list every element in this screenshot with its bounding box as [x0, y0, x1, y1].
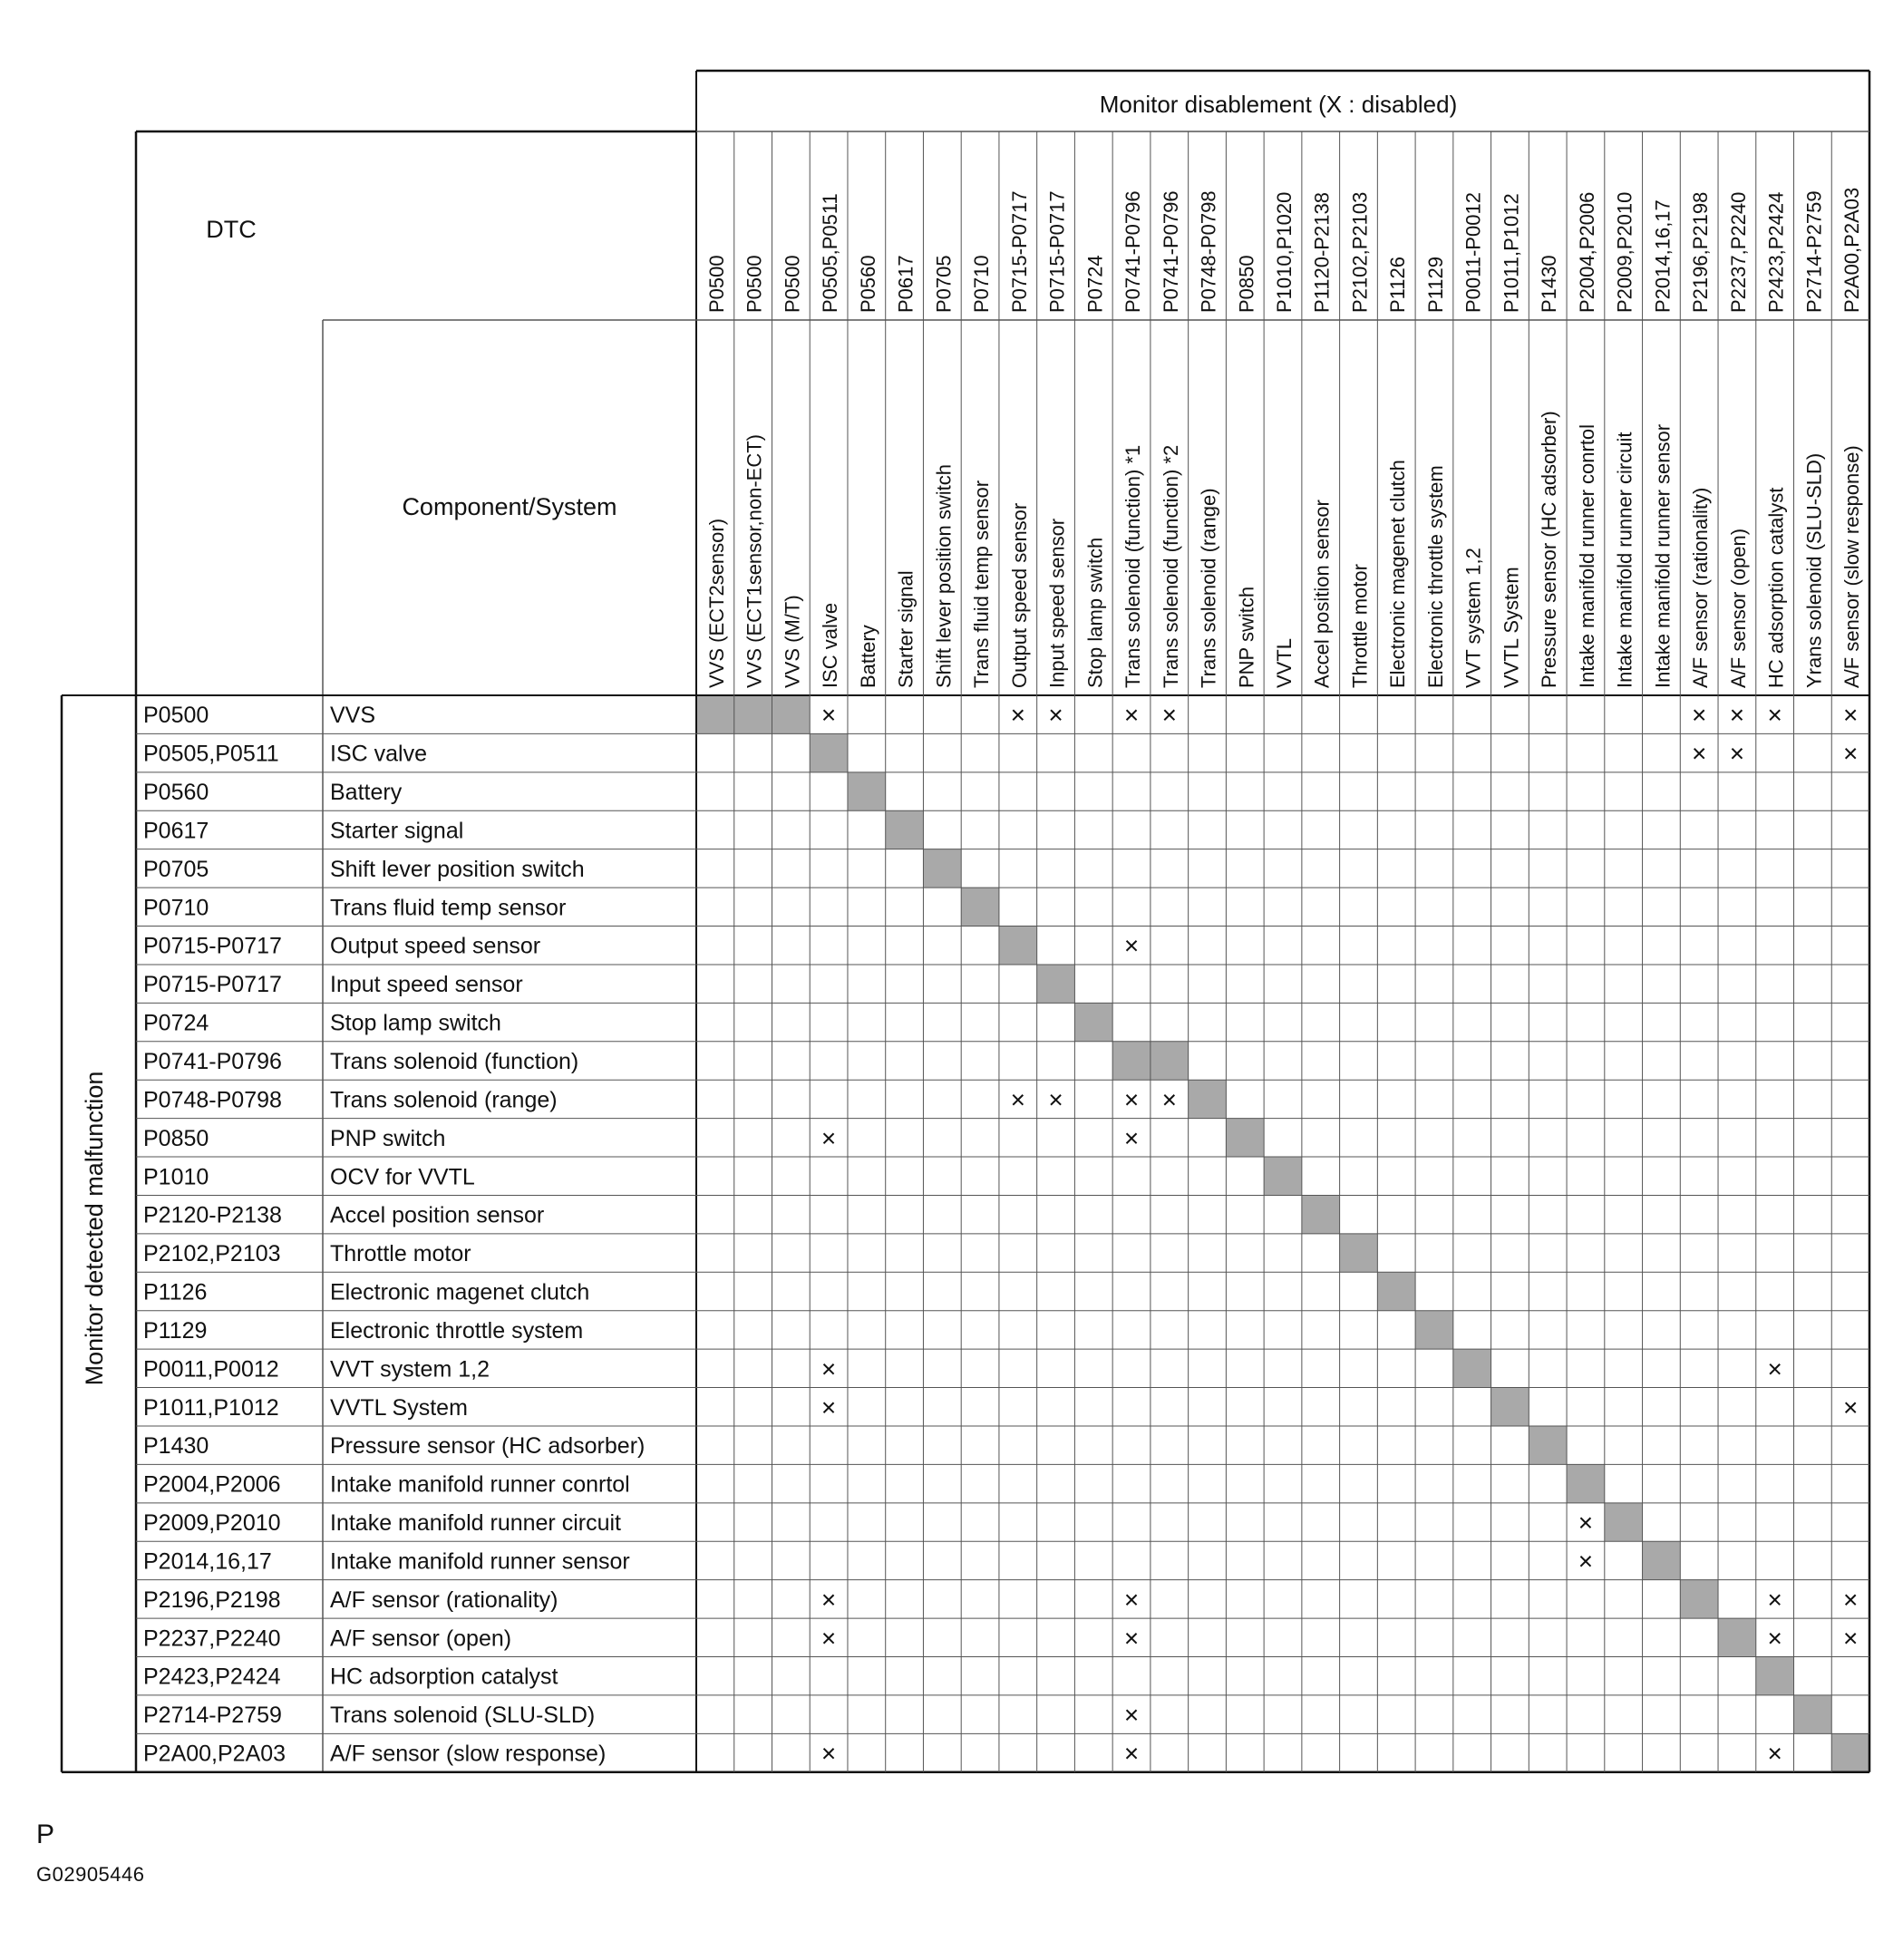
column-component-label: Output speed sensor	[1007, 502, 1031, 688]
disabled-mark: ×	[820, 1739, 837, 1768]
row-dtc: P1126	[143, 1279, 208, 1305]
table-row	[143, 1049, 578, 1074]
shaded-cell	[1718, 1618, 1756, 1656]
column-component-label: A/F sensor (slow response)	[1840, 445, 1864, 688]
shaded-cell	[1151, 1042, 1189, 1080]
table-row	[143, 740, 1858, 768]
column-dtc-label: P0617	[894, 255, 918, 313]
column-dtc-label: P1011,P1012	[1500, 193, 1523, 313]
shaded-cell	[1680, 1580, 1718, 1618]
row-dtc: P0748-P0798	[143, 1087, 282, 1113]
row-dtc: P2004,P2006	[143, 1471, 281, 1498]
column-dtc-label: P2009,P2010	[1613, 191, 1636, 313]
row-dtc: P1129	[143, 1317, 208, 1344]
row-dtc: P0011,P0012	[143, 1356, 279, 1383]
disabled-mark: ×	[1161, 1085, 1177, 1114]
column-dtc-label: P2423,P2424	[1764, 191, 1788, 313]
shaded-cell	[1605, 1503, 1643, 1541]
row-dtc: P0705	[143, 856, 209, 882]
column-dtc-label: P0500	[781, 255, 804, 313]
table-row	[143, 1664, 558, 1690]
row-component: Battery	[330, 780, 403, 806]
row-dtc: P0500	[143, 703, 209, 729]
shaded-cell	[1491, 1388, 1529, 1426]
row-component: A/F sensor (rationality)	[330, 1586, 558, 1613]
column-dtc-label: P1126	[1386, 257, 1410, 313]
disabled-mark: ×	[1123, 931, 1140, 960]
row-dtc: P0617	[143, 818, 209, 844]
row-component: Intake manifold runner sensor	[330, 1548, 630, 1575]
column-component-label: Input speed sensor	[1045, 518, 1069, 688]
disabled-mark: ×	[1578, 1547, 1594, 1576]
column-component-label: Intake manifold runner sensor	[1651, 423, 1675, 688]
row-dtc: P2009,P2010	[143, 1510, 281, 1537]
disabled-mark: ×	[1048, 1085, 1063, 1114]
row-dtc: P1011,P1012	[143, 1394, 279, 1421]
column-dtc-label: P0011-P0012	[1461, 192, 1485, 313]
table-row	[143, 1624, 1858, 1652]
row-component: Intake manifold runner circuit	[330, 1510, 621, 1537]
disabled-mark: ×	[1010, 701, 1025, 730]
disabled-mark: ×	[1123, 1624, 1140, 1653]
column-dtc-label: P1430	[1538, 255, 1561, 313]
shaded-cell	[810, 733, 848, 771]
row-component: Trans solenoid (SLU-SLD)	[330, 1703, 596, 1729]
disabled-mark: ×	[1691, 739, 1707, 768]
shaded-cell	[999, 927, 1037, 965]
shaded-cell	[1529, 1426, 1567, 1464]
dtc-header-label: DTC	[206, 216, 257, 243]
column-dtc-label: P1120-P2138	[1310, 192, 1334, 313]
column-dtc-label: P2102,P2103	[1348, 191, 1372, 313]
column-component-label: A/F sensor (open)	[1726, 528, 1750, 688]
disabled-mark: ×	[1729, 701, 1745, 730]
column-dtc-label: P2A00,P2A03	[1840, 187, 1864, 313]
row-dtc: P0741-P0796	[143, 1048, 282, 1074]
table-row	[143, 780, 403, 805]
column-component-label: Trans solenoid (function) *1	[1121, 444, 1145, 688]
table-row	[143, 895, 566, 920]
disabled-mark: ×	[1161, 701, 1177, 730]
row-component: Trans solenoid (function)	[330, 1048, 579, 1074]
shaded-cell	[1074, 1003, 1112, 1041]
component-header-label: Component/System	[402, 493, 617, 520]
table-row	[143, 701, 1858, 729]
column-component-label: VVS (M/T)	[781, 595, 804, 688]
column-dtc-label: P2237,P2240	[1726, 191, 1750, 313]
table-row	[143, 1472, 630, 1498]
row-dtc: P0724	[143, 1010, 209, 1036]
footer-code: G02905446	[36, 1863, 145, 1886]
disabled-mark: ×	[1123, 1123, 1140, 1152]
shaded-cell	[1226, 1119, 1264, 1157]
row-dtc: P1010	[143, 1164, 209, 1190]
row-component: Pressure sensor (HC adsorber)	[330, 1433, 646, 1460]
shaded-cell	[1756, 1657, 1794, 1695]
table-row	[143, 1393, 1858, 1421]
row-component: ISC valve	[330, 741, 427, 767]
row-component: Intake manifold runner conrtol	[330, 1471, 630, 1498]
row-dtc: P2014,16,17	[143, 1548, 272, 1575]
column-dtc-label: P2014,16,17	[1651, 199, 1675, 313]
column-component-label: Yrans solenoid (SLU-SLD)	[1802, 452, 1826, 688]
disabled-mark: ×	[1842, 1624, 1859, 1653]
table-rows	[143, 701, 1858, 1767]
column-component-label: Stop lamp switch	[1083, 537, 1107, 688]
shaded-cell	[1112, 1042, 1151, 1080]
shaded-cell	[696, 695, 734, 733]
table-row	[143, 1164, 475, 1189]
row-component: A/F sensor (open)	[330, 1625, 512, 1652]
table-row	[143, 1547, 1593, 1575]
column-dtc-label: P0560	[856, 255, 879, 313]
column-dtc-label: P2714-P2759	[1802, 190, 1826, 313]
disabled-mark: ×	[1767, 1739, 1782, 1768]
table-row	[143, 818, 463, 843]
column-dtc-label: P0741-P0796	[1121, 190, 1145, 313]
column-component-label: VVS (ECT2sensor)	[704, 518, 728, 688]
table-row	[143, 1701, 1139, 1729]
shaded-cell	[1453, 1349, 1491, 1387]
shaded-cell	[848, 772, 886, 810]
column-dtc-label: P0715-P0717	[1045, 190, 1069, 313]
table-row	[143, 1203, 544, 1228]
column-component-label: VVS (ECT1sensor,non-ECT)	[743, 434, 766, 688]
disabled-mark: ×	[820, 1123, 837, 1152]
column-headers	[705, 188, 1863, 688]
column-component-label: Throttle motor	[1348, 564, 1372, 688]
column-dtc-label: P0505,P0511	[819, 193, 842, 313]
column-component-label: Trans fluid temp sensor	[970, 480, 994, 688]
disabled-mark: ×	[1729, 739, 1745, 768]
disabled-mark: ×	[1691, 701, 1707, 730]
table-row	[143, 1433, 645, 1459]
column-dtc-label: P0710	[970, 255, 994, 313]
column-dtc-label: P0724	[1083, 255, 1107, 313]
disabled-mark: ×	[1123, 1585, 1140, 1614]
side-label: Monitor detected malfunction	[81, 1071, 108, 1386]
disabled-mark: ×	[820, 1354, 837, 1383]
disabled-mark: ×	[1842, 1392, 1859, 1421]
row-component: HC adsorption catalyst	[330, 1664, 558, 1690]
shaded-cell	[886, 810, 924, 849]
disabled-mark: ×	[1123, 701, 1140, 730]
table-row	[143, 1280, 589, 1305]
row-component: Starter signal	[330, 818, 464, 844]
column-component-label: Trans solenoid (range)	[1197, 488, 1220, 688]
column-component-label: Accel position sensor	[1310, 500, 1334, 688]
row-component: Trans fluid temp sensor	[330, 895, 567, 921]
disabled-mark: ×	[820, 1392, 837, 1421]
disabled-mark: ×	[1767, 701, 1782, 730]
shaded-cell	[961, 888, 999, 926]
table-row	[143, 1124, 1139, 1152]
shaded-cell	[1264, 1157, 1302, 1195]
row-dtc: P2714-P2759	[143, 1703, 282, 1729]
table-row	[143, 1241, 471, 1266]
disabled-mark: ×	[1842, 701, 1859, 730]
row-component: Trans solenoid (range)	[330, 1087, 558, 1113]
table-row	[143, 1586, 1858, 1614]
row-component: OCV for VVTL	[330, 1164, 475, 1190]
column-dtc-label: P0748-P0798	[1197, 190, 1220, 313]
row-dtc: P2120-P2138	[143, 1202, 282, 1228]
disabled-mark: ×	[1842, 1585, 1859, 1614]
column-component-label: Electronic throttle system	[1423, 465, 1447, 688]
column-dtc-label: P2004,P2006	[1575, 191, 1598, 313]
disabled-mark: ×	[1010, 1085, 1025, 1114]
column-component-label: Trans solenoid (function) *2	[1159, 444, 1182, 688]
column-dtc-label: P1129	[1423, 257, 1447, 313]
shaded-cell	[1415, 1311, 1453, 1349]
row-dtc: P2237,P2240	[143, 1625, 281, 1652]
shaded-cell	[734, 695, 772, 733]
header-title: Monitor disablement (X : disabled)	[1099, 91, 1458, 118]
column-component-label: Battery	[856, 625, 879, 688]
row-component: Electronic throttle system	[330, 1317, 584, 1344]
row-dtc: P0560	[143, 780, 209, 806]
disabled-mark: ×	[1123, 1739, 1140, 1768]
shaded-cell	[1189, 1080, 1227, 1118]
row-component: Input speed sensor	[330, 972, 523, 998]
shaded-cell	[1302, 1195, 1340, 1233]
row-component: Output speed sensor	[330, 933, 541, 959]
column-component-label: VVT system 1,2	[1461, 548, 1485, 688]
row-component: A/F sensor (slow response)	[330, 1741, 607, 1767]
shaded-cell	[1340, 1234, 1378, 1272]
column-dtc-label: P0500	[743, 255, 766, 313]
shaded-cell	[772, 695, 810, 733]
disabled-mark: ×	[1842, 739, 1859, 768]
column-dtc-label: P0741-P0796	[1159, 190, 1182, 313]
column-dtc-label: P2196,P2198	[1689, 191, 1713, 313]
column-component-label: ISC valve	[819, 602, 842, 688]
column-component-label: HC adsorption catalyst	[1764, 487, 1788, 688]
disabled-mark: ×	[1123, 1701, 1140, 1730]
disabled-mark: ×	[1767, 1585, 1782, 1614]
table-row	[143, 1354, 1782, 1383]
column-component-label: Intake manifold runner circuit	[1613, 432, 1636, 688]
shaded-cell	[1831, 1733, 1869, 1771]
disabled-mark: ×	[1767, 1354, 1782, 1383]
row-component: Shift lever position switch	[330, 856, 585, 882]
disabled-mark: ×	[1048, 701, 1063, 730]
column-component-label: Shift lever position switch	[932, 464, 956, 688]
shaded-cell	[1377, 1272, 1415, 1310]
column-component-label: Pressure sensor (HC adsorber)	[1538, 411, 1561, 688]
shaded-cell	[923, 849, 961, 888]
disabled-mark: ×	[820, 1624, 837, 1653]
column-component-label: A/F sensor (rationality)	[1689, 487, 1713, 688]
table-row	[143, 857, 585, 882]
row-component: Accel position sensor	[330, 1202, 545, 1228]
shaded-cell	[1567, 1464, 1605, 1502]
column-component-label: Electronic magenet clutch	[1386, 460, 1410, 688]
shaded-cell	[1037, 965, 1075, 1003]
table-row	[143, 932, 1139, 960]
column-component-label: Intake manifold runner conrtol	[1575, 423, 1598, 688]
row-dtc: P2102,P2103	[143, 1241, 281, 1267]
column-dtc-label: P0500	[704, 255, 728, 313]
disabled-mark: ×	[1578, 1509, 1594, 1538]
row-component: VVT system 1,2	[330, 1356, 490, 1383]
column-dtc-label: P1010,P1020	[1273, 191, 1296, 313]
row-dtc: P0505,P0511	[143, 741, 279, 767]
row-dtc: P0715-P0717	[143, 933, 282, 959]
column-component-label: Starter signal	[894, 570, 918, 688]
row-dtc: P0715-P0717	[143, 972, 282, 998]
row-component: PNP switch	[330, 1125, 446, 1151]
row-component: VVTL System	[330, 1394, 468, 1421]
column-component-label: VVTL	[1273, 637, 1296, 688]
table-row	[143, 1740, 1782, 1768]
disabled-mark: ×	[820, 701, 837, 730]
disabled-mark: ×	[820, 1585, 837, 1614]
row-component: Throttle motor	[330, 1241, 471, 1267]
shaded-cell	[1794, 1695, 1832, 1733]
row-dtc: P0710	[143, 895, 209, 921]
table-row	[143, 1318, 583, 1344]
column-dtc-label: P0715-P0717	[1007, 190, 1031, 313]
table-row	[143, 1509, 1593, 1537]
table-row	[143, 972, 523, 997]
column-dtc-label: P0850	[1235, 255, 1258, 313]
disabled-mark: ×	[1123, 1085, 1140, 1114]
row-dtc: P0850	[143, 1125, 209, 1151]
row-component: Electronic magenet clutch	[330, 1279, 590, 1305]
row-component: VVS	[330, 703, 376, 729]
footer-letter: P	[36, 1819, 55, 1849]
row-dtc: P2A00,P2A03	[143, 1741, 286, 1767]
row-dtc: P2196,P2198	[143, 1586, 281, 1613]
shaded-cell	[1643, 1541, 1681, 1579]
table-row	[143, 1085, 1177, 1113]
disabled-mark: ×	[1767, 1624, 1782, 1653]
column-component-label: VVTL System	[1500, 567, 1523, 688]
column-component-label: PNP switch	[1235, 586, 1258, 688]
column-dtc-label: P0705	[932, 255, 956, 313]
row-dtc: P2423,P2424	[143, 1664, 281, 1690]
row-dtc: P1430	[143, 1433, 209, 1460]
row-component: Stop lamp switch	[330, 1010, 501, 1036]
